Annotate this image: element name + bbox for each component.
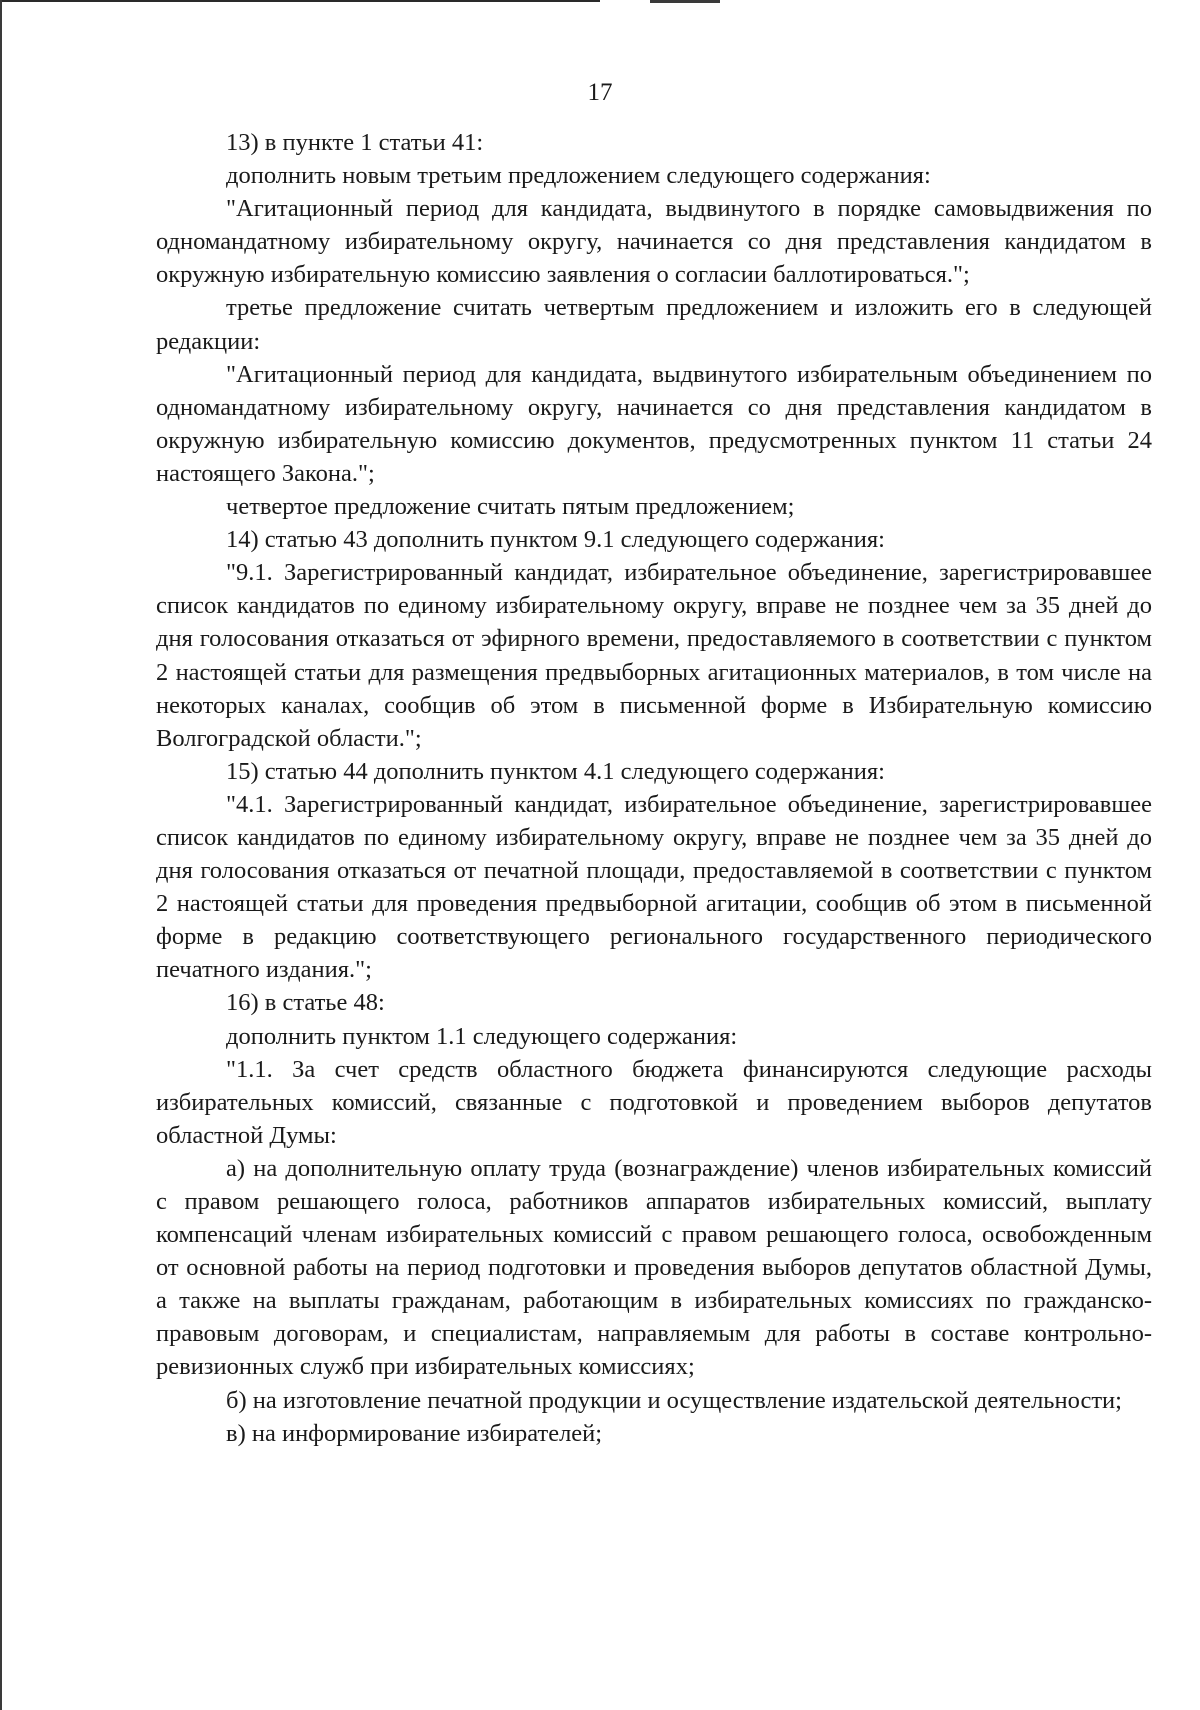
paragraph-item-16-heading: 16) в статье 48: — [226, 989, 385, 1017]
paragraph-subitem-b: б) на изготовление печатной продукции и осуществление издательской деятельности; — [226, 1386, 1122, 1414]
paragraph-third-to-fourth: третье предложение считать четвертым предложением и изложить его в следующей редакции: — [156, 294, 1152, 355]
page-number: 17 — [587, 79, 613, 106]
paragraph-add-third-sentence: дополнить новым третьим предложением следующего содержания: — [226, 162, 931, 190]
paragraph-quote-4-1: "4.1. Зарегистрированный кандидат, избирательное объединение, зарегистрировавшее список кандидатов по единому избирательному округу, вправе не позднее чем за 35 дней до дня голосования отказаться от печатной площади, предоставляемой в соответствии с пунктом 2 настоящей статьи для проведения предвыборной агитации, сообщив об этом в письменной форме в редакцию соответствующего регионального государственного периодического печатного издания."; — [156, 790, 1152, 984]
paragraph-quote-1-1: "1.1. За счет средств областного бюджета финансируются следующие расходы избирательных комиссий, связанные с подготовкой и проведением выборов депутатов областной Думы: — [156, 1055, 1152, 1149]
document-body — [156, 126, 1152, 1450]
paragraph-quote-9-1: "9.1. Зарегистрированный кандидат, избирательное объединение, зарегистрировавшее список кандидатов по единому избирательному округу, вправе не позднее чем за 35 дней до дня голосования отказаться от эфирного времени, предоставляемого в соответствии с пунктом 2 настоящей статьи для размещения предвыборных агитационных материалов, в том числе на некоторых каналах, сообщив об этом в письменной форме в Избирательную комиссию Волгоградской области."; — [156, 559, 1152, 752]
scan-edge-left — [0, 0, 2, 1710]
scan-edge-mark — [650, 0, 720, 3]
paragraph-subitem-v: в) на информирование избирателей; — [226, 1419, 603, 1447]
paragraph-fourth-to-fifth: четвертое предложение считать пятым предложением; — [226, 493, 795, 521]
paragraph-quote-party-nomination: "Агитационный период для кандидата, выдвинутого избирательным объединением по одномандатному избирательному округу, начинается со дня представления кандидатом в окружную избирательную комиссию документов, предусмотренных пунктом 11 статьи 24 настоящего Закона."; — [156, 360, 1152, 487]
paragraph-add-item-1-1: дополнить пунктом 1.1 следующего содержания: — [226, 1022, 738, 1050]
paragraph-item-13-heading: 13) в пункте 1 статьи 41: — [226, 129, 484, 156]
paragraph-subitem-a: а) на дополнительную оплату труда (вознаграждение) членов избирательных комиссий с правом решающего голоса, работников аппаратов избирательных комиссий, выплату компенсаций членам избирательных комиссий с правом решающего голоса, освобожденным от основной работы на период подготовки и проведения выборов депутатов областной Думы, а также на выплаты гражданам, работающим в избирательных комиссиях по гражданско-правовым договорам, и специалистам, направляемым для работы в составе контрольно-ревизионных служб при избирательных комиссиях; — [156, 1154, 1152, 1381]
paragraph-item-15-heading: 15) статью 44 дополнить пунктом 4.1 следующего содержания: — [226, 757, 885, 785]
scan-edge-top — [0, 0, 600, 2]
paragraph-item-14-heading: 14) статью 43 дополнить пунктом 9.1 следующего содержания: — [226, 526, 885, 554]
paragraph-quote-self-nomination: "Агитационный период для кандидата, выдвинутого в порядке самовыдвижения по одномандатному избирательному округу, начинается со дня представления кандидатом в окружную избирательную комиссию заявления о согласии баллотироваться."; — [156, 195, 1152, 289]
